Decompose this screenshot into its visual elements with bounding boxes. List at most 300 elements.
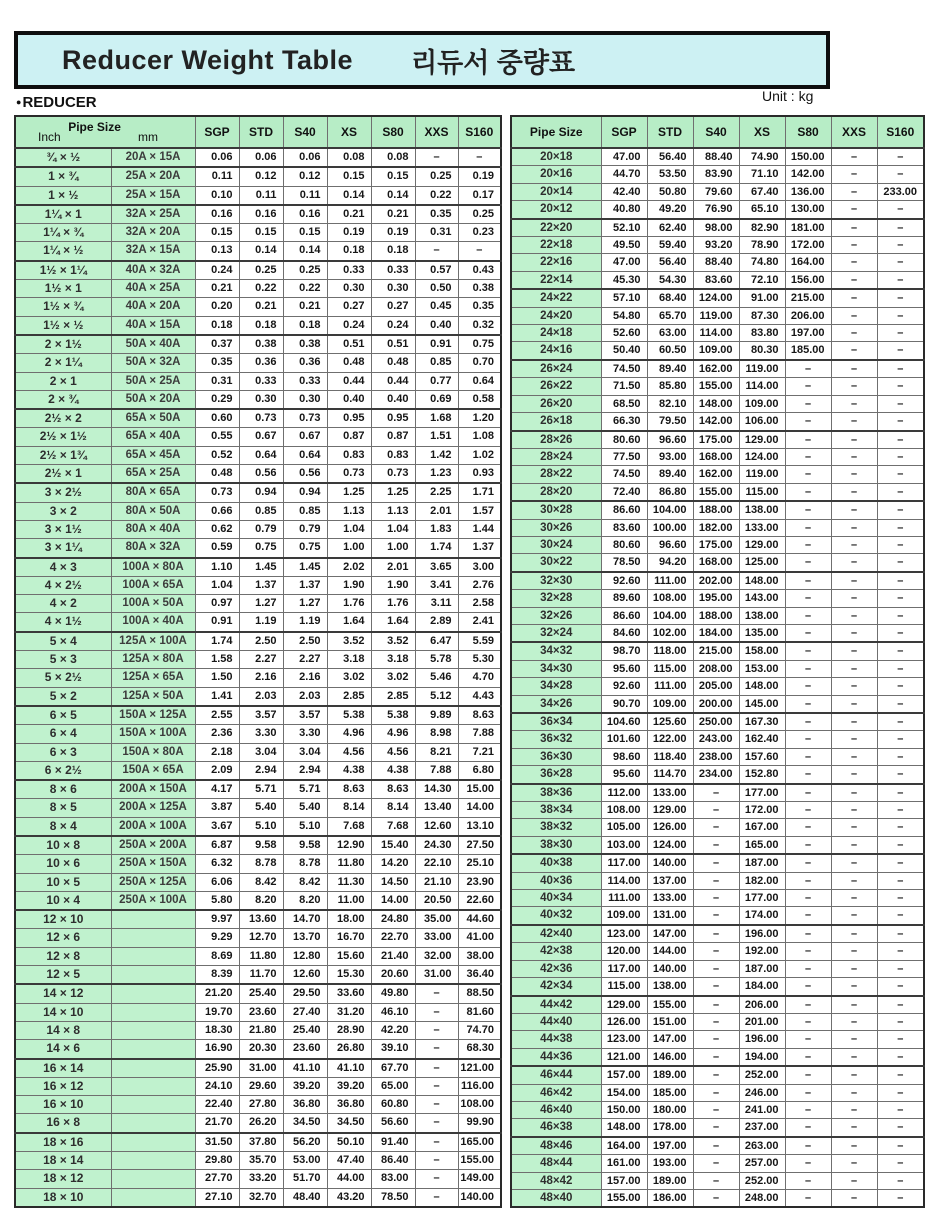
weight-cell: 109.00 <box>601 907 647 925</box>
weight-cell: 8.63 <box>327 780 371 799</box>
weight-cell: 0.37 <box>195 335 239 354</box>
table-row <box>15 725 501 743</box>
mm-size-cell <box>111 1096 195 1114</box>
weight-cell: 1.20 <box>458 409 501 428</box>
weight-cell: 21.10 <box>415 873 458 891</box>
table-row <box>511 943 924 960</box>
weight-cell: 14.00 <box>458 799 501 817</box>
pipe-size-cell: 38×30 <box>511 836 601 854</box>
weight-cell: 1.57 <box>458 502 501 520</box>
inch-size-cell: 12 × 5 <box>15 966 111 985</box>
weight-cell: – <box>785 890 831 907</box>
weight-cell: 86.40 <box>371 1152 415 1170</box>
pipe-size-cell: 36×30 <box>511 748 601 765</box>
weight-cell: 3.00 <box>458 558 501 577</box>
weight-cell: 19.70 <box>195 1003 239 1021</box>
weight-cell: 154.00 <box>601 1084 647 1101</box>
weight-cell: 233.00 <box>877 183 924 200</box>
weight-cell: 3.52 <box>327 632 371 651</box>
weight-cell: 155.00 <box>601 1189 647 1207</box>
table-row <box>511 1031 924 1048</box>
weight-cell: 2.50 <box>283 632 327 651</box>
weight-cell: 0.23 <box>458 224 501 242</box>
weight-cell: – <box>877 395 924 412</box>
weight-cell: 246.00 <box>739 1084 785 1101</box>
section-label-text: REDUCER <box>22 94 97 111</box>
weight-cell: 1.76 <box>371 595 415 613</box>
pipe-size-cell: 40×36 <box>511 872 601 889</box>
weight-cell: 56.60 <box>371 1114 415 1133</box>
weight-cell: – <box>877 1013 924 1030</box>
mm-size-cell: 80A × 32A <box>111 539 195 558</box>
weight-cell: 25.10 <box>458 855 501 873</box>
weight-cell: 7.88 <box>415 761 458 780</box>
weight-cell: – <box>831 219 877 237</box>
col-header-s40: S40 <box>693 116 739 148</box>
mm-size-cell <box>111 1114 195 1133</box>
weight-cell: – <box>785 766 831 784</box>
pipe-size-cell: 42×36 <box>511 960 601 977</box>
weight-cell: 129.00 <box>647 802 693 819</box>
weight-cell: – <box>831 1066 877 1084</box>
weight-cell: 2.03 <box>283 687 327 706</box>
inch-size-cell: 4 × 2 <box>15 595 111 613</box>
weight-cell: 0.57 <box>415 261 458 280</box>
mm-size-cell: 125A × 80A <box>111 651 195 669</box>
weight-cell: 86.60 <box>601 607 647 624</box>
weight-cell: – <box>831 554 877 572</box>
weight-cell: 0.18 <box>239 316 283 335</box>
weight-cell: 129.00 <box>739 431 785 449</box>
weight-cell: – <box>877 943 924 960</box>
weight-cell: 0.21 <box>239 298 283 316</box>
weight-cell: 21.20 <box>195 984 239 1003</box>
weight-cell: 0.55 <box>195 428 239 446</box>
weight-cell: – <box>785 519 831 536</box>
weight-cell: 3.30 <box>283 725 327 743</box>
weight-cell: – <box>831 907 877 925</box>
table-row <box>511 854 924 872</box>
table-row <box>15 148 501 167</box>
pipe-size-cell: 30×26 <box>511 519 601 536</box>
weight-cell: 188.00 <box>693 501 739 519</box>
weight-cell: 44.00 <box>327 1170 371 1188</box>
mm-size-cell: 150A × 100A <box>111 725 195 743</box>
weight-cell: 18.00 <box>327 910 371 929</box>
table-row <box>511 960 924 977</box>
weight-cell: 0.15 <box>371 167 415 186</box>
weight-cell: 0.95 <box>327 409 371 428</box>
pipe-size-cell: 26×22 <box>511 378 601 395</box>
weight-cell: 74.50 <box>601 466 647 483</box>
weight-cell: – <box>785 678 831 695</box>
col-header-xs: XS <box>327 116 371 148</box>
weight-cell: 3.18 <box>371 651 415 669</box>
weight-cell: – <box>785 1172 831 1189</box>
weight-cell: 63.00 <box>647 325 693 342</box>
reducer-weight-table-left <box>14 115 502 1208</box>
weight-cell: – <box>831 943 877 960</box>
weight-cell: – <box>831 624 877 642</box>
inch-size-cell: 5 × 2 <box>15 687 111 706</box>
weight-cell: 1.50 <box>195 669 239 687</box>
weight-cell: 2.27 <box>239 651 283 669</box>
pipe-size-cell: 42×38 <box>511 943 601 960</box>
weight-cell: 111.00 <box>601 890 647 907</box>
weight-cell: – <box>693 925 739 943</box>
table-row <box>511 713 924 731</box>
pipe-size-cell: 22×14 <box>511 271 601 289</box>
inch-size-cell: 4 × 1½ <box>15 613 111 632</box>
weight-cell: 162.40 <box>739 731 785 748</box>
weight-cell: 12.60 <box>283 966 327 985</box>
weight-cell: 208.00 <box>693 660 739 677</box>
weight-cell: 8.39 <box>195 966 239 985</box>
mm-size-cell: 40A × 20A <box>111 298 195 316</box>
weight-cell: – <box>831 872 877 889</box>
weight-cell: 5.46 <box>415 669 458 687</box>
weight-cell: 0.30 <box>327 280 371 298</box>
table-row <box>511 642 924 660</box>
weight-cell: – <box>693 1155 739 1172</box>
weight-cell: – <box>785 819 831 836</box>
weight-cell: 24.30 <box>415 836 458 855</box>
pipe-size-cell: 46×42 <box>511 1084 601 1101</box>
weight-cell: – <box>831 307 877 324</box>
weight-cell: 31.20 <box>327 1003 371 1021</box>
weight-cell: 0.35 <box>195 354 239 372</box>
weight-cell: 0.19 <box>458 167 501 186</box>
inch-size-cell: 5 × 2½ <box>15 669 111 687</box>
weight-cell: 155.00 <box>647 996 693 1014</box>
weight-cell: 187.00 <box>739 854 785 872</box>
pipe-size-cell: 32×28 <box>511 590 601 607</box>
weight-cell: 2.09 <box>195 761 239 780</box>
weight-cell: – <box>785 1137 831 1155</box>
weight-cell: 133.00 <box>647 784 693 802</box>
weight-cell: 89.60 <box>601 590 647 607</box>
weight-cell: – <box>785 395 831 412</box>
table-row <box>511 501 924 519</box>
table-row <box>511 448 924 465</box>
weight-cell: – <box>785 836 831 854</box>
weight-cell: 0.60 <box>195 409 239 428</box>
weight-cell: – <box>877 766 924 784</box>
table-row <box>511 413 924 431</box>
weight-cell: 2.27 <box>283 651 327 669</box>
weight-cell: 172.00 <box>785 237 831 254</box>
weight-cell: 83.60 <box>601 519 647 536</box>
pipe-size-cell: 30×22 <box>511 554 601 572</box>
weight-cell: 94.20 <box>647 554 693 572</box>
weight-cell: – <box>831 836 877 854</box>
weight-cell: 72.40 <box>601 483 647 501</box>
weight-cell: 88.40 <box>693 148 739 166</box>
pipe-size-cell: 28×24 <box>511 448 601 465</box>
weight-cell: 8.63 <box>458 706 501 725</box>
pipe-size-cell: 34×28 <box>511 678 601 695</box>
mm-size-cell <box>111 1040 195 1059</box>
weight-cell: – <box>415 1152 458 1170</box>
weight-cell: 104.60 <box>601 713 647 731</box>
pipe-size-cell: 20×14 <box>511 183 601 200</box>
weight-cell: 22.10 <box>415 855 458 873</box>
weight-cell: 185.00 <box>647 1084 693 1101</box>
weight-cell: 68.40 <box>647 289 693 307</box>
weight-cell: – <box>693 907 739 925</box>
mm-size-cell: 150A × 65A <box>111 761 195 780</box>
table-row <box>15 446 501 464</box>
weight-cell: 252.00 <box>739 1172 785 1189</box>
weight-cell: – <box>693 890 739 907</box>
weight-cell: 93.00 <box>647 448 693 465</box>
inch-size-cell: 6 × 2½ <box>15 761 111 780</box>
inch-size-cell: 6 × 3 <box>15 743 111 761</box>
inch-size-cell: 2½ × 1¾ <box>15 446 111 464</box>
weight-cell: 54.80 <box>601 307 647 324</box>
weight-cell: 130.00 <box>785 201 831 219</box>
pipe-size-cell: 26×24 <box>511 360 601 378</box>
weight-cell: 13.60 <box>239 910 283 929</box>
weight-cell: 4.56 <box>327 743 371 761</box>
mm-size-cell: 125A × 100A <box>111 632 195 651</box>
pipe-size-cell: 40×32 <box>511 907 601 925</box>
weight-cell: 29.80 <box>195 1152 239 1170</box>
weight-cell: 3.30 <box>239 725 283 743</box>
weight-cell: 0.69 <box>415 390 458 409</box>
weight-cell: – <box>458 148 501 167</box>
weight-cell: 0.38 <box>283 335 327 354</box>
weight-cell: 0.79 <box>239 520 283 538</box>
pipe-size-cell: 20×18 <box>511 148 601 166</box>
weight-cell: 2.16 <box>239 669 283 687</box>
weight-cell: 108.00 <box>458 1096 501 1114</box>
weight-cell: – <box>785 1101 831 1118</box>
weight-cell: 68.50 <box>601 395 647 412</box>
weight-cell: 1.83 <box>415 520 458 538</box>
weight-cell: 263.00 <box>739 1137 785 1155</box>
weight-cell: – <box>693 960 739 977</box>
pipe-size-cell: 38×32 <box>511 819 601 836</box>
weight-cell: 135.00 <box>739 624 785 642</box>
weight-cell: 56.40 <box>647 148 693 166</box>
weight-cell: 25.40 <box>283 1021 327 1039</box>
weight-cell: 2.02 <box>327 558 371 577</box>
weight-cell: – <box>831 201 877 219</box>
weight-cell: – <box>415 1059 458 1078</box>
weight-cell: 33.60 <box>327 984 371 1003</box>
weight-cell: 156.00 <box>785 271 831 289</box>
weight-cell: 89.40 <box>647 466 693 483</box>
weight-cell: 4.96 <box>327 725 371 743</box>
weight-cell: 238.00 <box>693 748 739 765</box>
weight-cell: 162.00 <box>693 360 739 378</box>
weight-cell: 9.89 <box>415 706 458 725</box>
weight-cell: 87.30 <box>739 307 785 324</box>
weight-cell: 6.87 <box>195 836 239 855</box>
weight-cell: 1.64 <box>371 613 415 632</box>
weight-cell: – <box>693 1137 739 1155</box>
weight-cell: – <box>785 854 831 872</box>
inch-size-cell: 1¼ × 1 <box>15 205 111 224</box>
weight-cell: 0.25 <box>283 261 327 280</box>
weight-cell: – <box>785 695 831 713</box>
weight-cell: – <box>877 448 924 465</box>
weight-cell: – <box>877 872 924 889</box>
weight-cell: – <box>785 1189 831 1207</box>
weight-cell: – <box>877 907 924 925</box>
weight-cell: 71.10 <box>739 166 785 183</box>
inch-size-cell: 4 × 3 <box>15 558 111 577</box>
weight-cell: – <box>785 1084 831 1101</box>
weight-cell: 168.00 <box>693 448 739 465</box>
weight-cell: 149.00 <box>458 1170 501 1188</box>
weight-cell: – <box>785 1066 831 1084</box>
weight-cell: 8.98 <box>415 725 458 743</box>
weight-cell: 0.21 <box>195 280 239 298</box>
weight-cell: – <box>877 1137 924 1155</box>
weight-cell: 0.73 <box>327 465 371 484</box>
mm-size-cell: 125A × 50A <box>111 687 195 706</box>
weight-cell: 91.40 <box>371 1133 415 1152</box>
pipe-size-cell: 24×16 <box>511 342 601 360</box>
pipe-size-cell: 20×16 <box>511 166 601 183</box>
mm-size-cell: 250A × 125A <box>111 873 195 891</box>
mm-size-cell <box>111 929 195 947</box>
table-row <box>511 360 924 378</box>
weight-cell: 21.80 <box>239 1021 283 1039</box>
weight-cell: 2.76 <box>458 576 501 594</box>
weight-cell: – <box>877 1031 924 1048</box>
weight-cell: 100.00 <box>647 519 693 536</box>
weight-cell: 0.18 <box>283 316 327 335</box>
mm-size-cell <box>111 947 195 965</box>
weight-cell: 115.00 <box>739 483 785 501</box>
inch-size-cell: 12 × 10 <box>15 910 111 929</box>
weight-cell: 43.20 <box>327 1188 371 1207</box>
weight-cell: 35.70 <box>239 1152 283 1170</box>
weight-cell: 46.10 <box>371 1003 415 1021</box>
weight-cell: 142.00 <box>785 166 831 183</box>
weight-cell: 184.00 <box>739 978 785 996</box>
weight-cell: – <box>831 166 877 183</box>
weight-cell: 0.12 <box>239 167 283 186</box>
table-row <box>511 148 924 166</box>
weight-cell: 0.31 <box>415 224 458 242</box>
weight-cell: 0.21 <box>283 298 327 316</box>
weight-cell: 3.67 <box>195 817 239 836</box>
weight-cell: 91.00 <box>739 289 785 307</box>
weight-cell: – <box>785 624 831 642</box>
table-row <box>511 624 924 642</box>
weight-cell: 126.00 <box>601 1013 647 1030</box>
weight-cell: 93.20 <box>693 237 739 254</box>
weight-cell: – <box>785 960 831 977</box>
weight-cell: 83.80 <box>739 325 785 342</box>
weight-cell: 140.00 <box>647 854 693 872</box>
weight-cell: 74.50 <box>601 360 647 378</box>
weight-cell: – <box>877 271 924 289</box>
pipe-size-cell: 26×18 <box>511 413 601 431</box>
weight-cell: – <box>877 254 924 271</box>
weight-cell: 34.50 <box>283 1114 327 1133</box>
weight-cell: 39.10 <box>371 1040 415 1059</box>
weight-cell: – <box>693 836 739 854</box>
weight-cell: – <box>877 1155 924 1172</box>
weight-cell: 175.00 <box>693 536 739 553</box>
pipe-size-cell: 48×42 <box>511 1172 601 1189</box>
weight-cell: 241.00 <box>739 1101 785 1118</box>
weight-cell: – <box>415 148 458 167</box>
weight-cell: 65.70 <box>647 307 693 324</box>
weight-cell: 117.00 <box>601 960 647 977</box>
weight-cell: 8.14 <box>327 799 371 817</box>
weight-cell: 114.00 <box>601 872 647 889</box>
pipe-size-cell: 48×44 <box>511 1155 601 1172</box>
weight-cell: 3.52 <box>371 632 415 651</box>
weight-cell: 33.20 <box>239 1170 283 1188</box>
weight-cell: 167.00 <box>739 819 785 836</box>
weight-cell: 76.90 <box>693 201 739 219</box>
weight-cell: 36.40 <box>458 966 501 985</box>
weight-cell: 250.00 <box>693 713 739 731</box>
weight-cell: 2.85 <box>327 687 371 706</box>
weight-cell: 13.70 <box>283 929 327 947</box>
weight-cell: 31.00 <box>415 966 458 985</box>
weight-cell: 144.00 <box>647 943 693 960</box>
weight-cell: 86.60 <box>601 501 647 519</box>
inch-size-cell: 1¼ × ¾ <box>15 224 111 242</box>
weight-cell: 0.15 <box>195 224 239 242</box>
pipe-size-cell: 48×46 <box>511 1137 601 1155</box>
weight-cell: 3.57 <box>283 706 327 725</box>
weight-cell: 8.14 <box>371 799 415 817</box>
weight-cell: 0.91 <box>195 613 239 632</box>
weight-cell: 14.30 <box>415 780 458 799</box>
weight-cell: 3.18 <box>327 651 371 669</box>
weight-cell: 98.60 <box>601 748 647 765</box>
pipe-size-cell: 34×32 <box>511 642 601 660</box>
weight-cell: 32.70 <box>239 1188 283 1207</box>
weight-cell: – <box>831 1119 877 1137</box>
weight-cell: 161.00 <box>601 1155 647 1172</box>
table-row <box>511 1119 924 1137</box>
weight-cell: – <box>877 342 924 360</box>
weight-cell: 6.80 <box>458 761 501 780</box>
weight-cell: 0.77 <box>415 372 458 390</box>
weight-cell: 15.40 <box>371 836 415 855</box>
mm-size-cell <box>111 1188 195 1207</box>
mm-size-cell: 65A × 45A <box>111 446 195 464</box>
weight-cell: 157.00 <box>601 1066 647 1084</box>
weight-cell: 237.00 <box>739 1119 785 1137</box>
inch-size-cell: 1½ × ¾ <box>15 298 111 316</box>
mm-size-cell: 80A × 50A <box>111 502 195 520</box>
table-row <box>511 183 924 200</box>
weight-cell: 60.80 <box>371 1096 415 1114</box>
weight-cell: 125.60 <box>647 713 693 731</box>
weight-cell: 3.87 <box>195 799 239 817</box>
weight-cell: 0.35 <box>458 298 501 316</box>
weight-cell: 109.00 <box>693 342 739 360</box>
table-row <box>15 242 501 261</box>
weight-cell: 78.50 <box>371 1188 415 1207</box>
weight-cell: – <box>877 748 924 765</box>
weight-cell: 0.24 <box>327 316 371 335</box>
weight-cell: 0.20 <box>195 298 239 316</box>
weight-cell: – <box>415 1133 458 1152</box>
inch-size-cell: 12 × 8 <box>15 947 111 965</box>
